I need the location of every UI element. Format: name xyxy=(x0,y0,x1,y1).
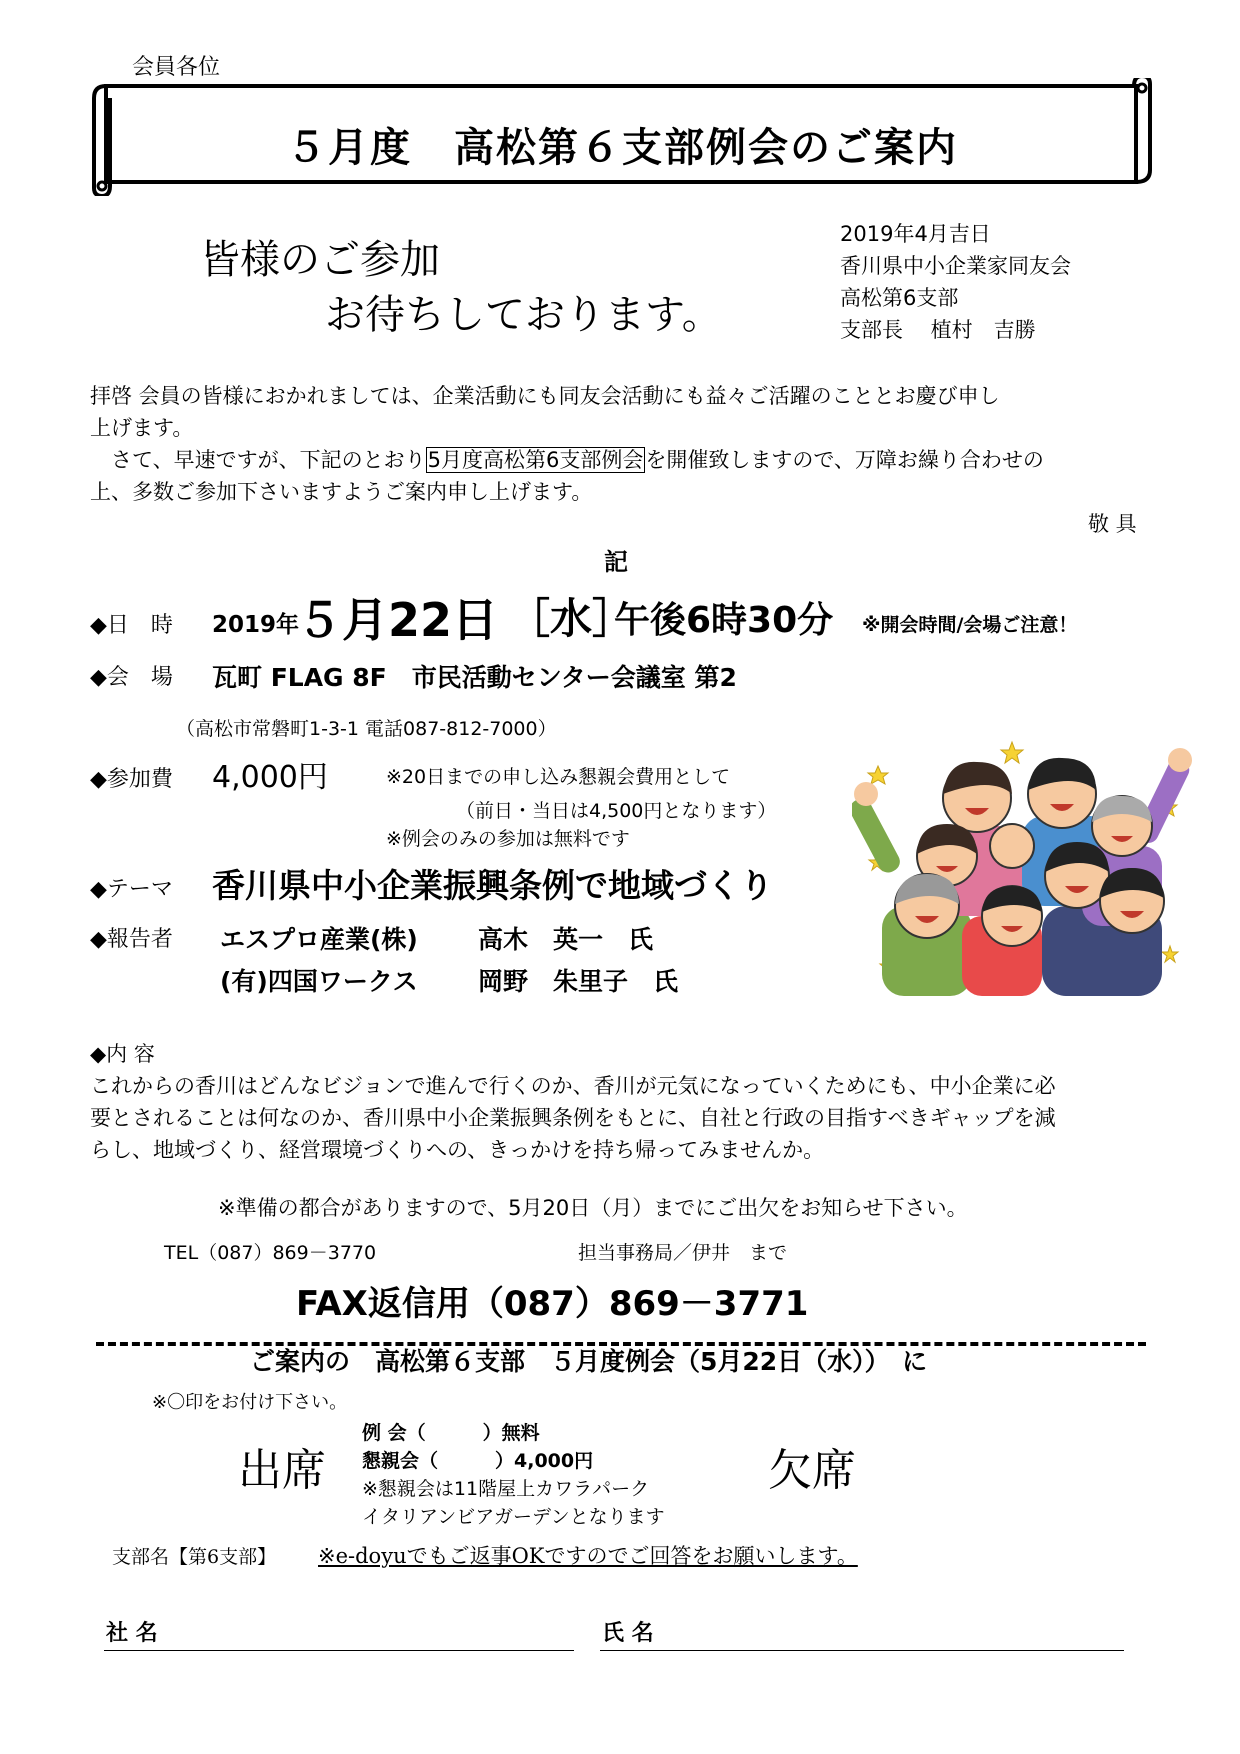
intro-boxed-event: 5月度高松第6支部例会 xyxy=(427,448,644,472)
content-line1: これからの香川はどんなビジョンで進んで行くのか、香川が元気になっていくためにも、中小企業に必 xyxy=(90,1074,1056,1098)
reply-mark-note: ※〇印をお付け下さい。 xyxy=(152,1392,348,1413)
reply-edoyu-note: ※e-doyuでもご返事OKですのでご回答をお願いします。 xyxy=(318,1544,858,1568)
date-note: ※開会時間/会場ご注意！ xyxy=(862,614,1078,636)
reporter-name2: 岡野 朱里子 氏 xyxy=(478,967,679,996)
contact-tel: TEL（087）869－3770 xyxy=(164,1242,377,1264)
fee-label: ◆参加費 xyxy=(90,767,173,792)
sender-branch: 高松第6支部 xyxy=(840,286,959,310)
fee-note2: （前日・当日は4,500円となります） xyxy=(456,800,777,822)
date-year: 2019年 xyxy=(212,612,300,638)
fee-note1: ※20日までの申し込み懇親会費用として xyxy=(386,766,731,788)
intro-line2: 上げます。 xyxy=(90,416,194,440)
reporter-company1: エスプロ産業(株) xyxy=(220,925,418,954)
date-weekday: ［水］ xyxy=(508,594,635,643)
reply-party-note2: イタリアンビアガーデンとなります xyxy=(362,1506,665,1528)
reply-heading: ご案内の 高松第６支部 ５月度例会（5月22日（水）） に xyxy=(250,1347,928,1376)
greeting-line2: お待ちしております。 xyxy=(325,292,722,338)
title-banner xyxy=(92,78,1152,196)
fee-amount: 4,000円 xyxy=(212,760,328,795)
reply-name-label: 氏 名 xyxy=(602,1621,654,1646)
closing: 敬 具 xyxy=(1088,512,1137,536)
sender-date: 2019年4月吉日 xyxy=(840,222,991,246)
page-title: ５月度 高松第６支部例会のご案内 xyxy=(286,125,958,171)
intro-line1: 拝啓 会員の皆様におかれましては、企業活動にも同友会活動にも益々ご活躍のこととお慶び申し xyxy=(90,384,1000,408)
date-time: 午後6時30分 xyxy=(614,600,834,641)
theme-text: 香川県中小企業振興条例で地域づくり xyxy=(212,866,773,905)
addressee: 会員各位 xyxy=(132,55,221,80)
reply-company-label: 社 名 xyxy=(106,1621,158,1646)
contact-office: 担当事務局／伊井 まで xyxy=(578,1242,788,1264)
reply-party-note1: ※懇親会は11階屋上カワラパーク xyxy=(362,1478,650,1500)
company-name-field[interactable] xyxy=(104,1650,574,1651)
reply-option-meeting[interactable]: 例 会（ ）無料 xyxy=(362,1422,540,1444)
reporter-company2: (有)四国ワークス xyxy=(220,967,418,996)
venue-name: 瓦町 FLAG 8F 市民活動センター会議室 第2 xyxy=(212,663,737,692)
theme-label: ◆テーマ xyxy=(90,877,173,902)
cheering-group-illustration xyxy=(852,736,1192,996)
greeting-line1: 皆様のご参加 xyxy=(200,237,440,283)
intro-line4: 上、多数ご参加下さいますようご案内申し上げます。 xyxy=(90,480,593,504)
sender-org: 香川県中小企業家同友会 xyxy=(840,254,1071,278)
content-label: ◆内 容 xyxy=(90,1042,155,1066)
content-line3: らし、地域づくり、経営環境づくりへの、きっかけを持ち帰ってみませんか。 xyxy=(90,1138,825,1162)
sender-head: 支部長 植村 吉勝 xyxy=(840,318,1036,342)
date-day: ５月22日 xyxy=(296,593,499,647)
intro-post: を開催致しますので、万障お繰り合わせの xyxy=(645,448,1044,472)
intro-pre: さて、早速ですが、下記のとおり xyxy=(90,448,426,472)
content-line2: 要とされることは何なのか、香川県中小企業振興条例をもとに、自社と行政の目指すべきギャップを減 xyxy=(90,1106,1056,1130)
fee-note3: ※例会のみの参加は無料です xyxy=(386,828,630,850)
reporter-name1: 高木 英一 氏 xyxy=(478,925,654,954)
reply-option-party[interactable]: 懇親会（ ）4,000円 xyxy=(362,1450,594,1472)
ki-mark: 記 xyxy=(604,548,628,576)
reply-absent[interactable]: 欠席 xyxy=(768,1445,856,1496)
reply-attend[interactable]: 出席 xyxy=(238,1445,326,1496)
reporter-label: ◆報告者 xyxy=(90,927,173,952)
rsvp-note: ※準備の都合がありますので、5月20日（月）までにご出欠をお知らせ下さい。 xyxy=(218,1196,968,1220)
person-name-field[interactable] xyxy=(600,1650,1124,1651)
venue-label: ◆会 場 xyxy=(90,665,173,690)
intro-line3 xyxy=(90,444,1044,474)
contact-fax: FAX返信用（087）869－3771 xyxy=(296,1284,809,1324)
venue-address: （高松市常磐町1-3-1 電話087-812-7000） xyxy=(176,718,557,740)
date-label: ◆日 時 xyxy=(90,613,173,638)
reply-branch-label: 支部名【第6支部】 xyxy=(112,1546,277,1568)
